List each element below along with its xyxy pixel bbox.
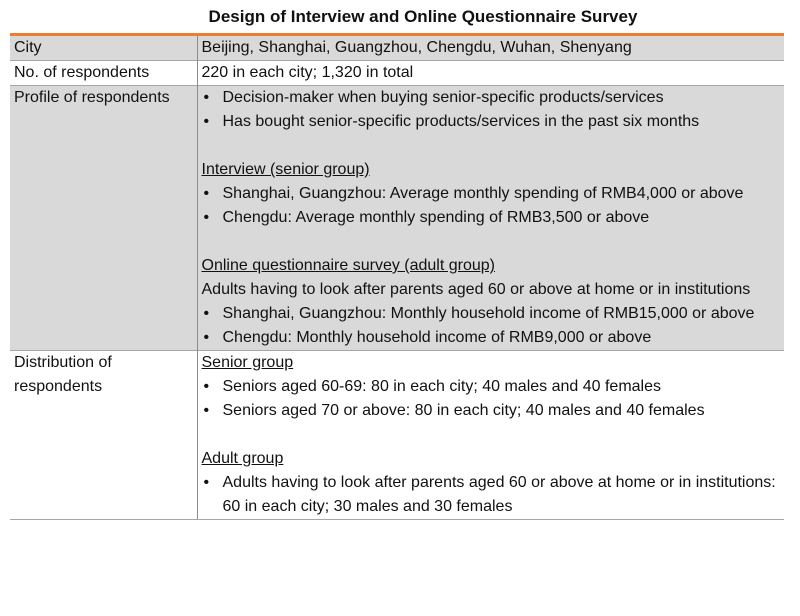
city-value: Beijing, Shanghai, Guangzhou, Chengdu, Wuhan, Shenyang [197, 36, 784, 61]
profile-general-list [202, 86, 781, 134]
respondents-label: No. of respondents [10, 61, 197, 86]
bullet-icon: • [203, 378, 210, 395]
online-survey-heading: Online questionnaire survey (adult group) [201, 257, 495, 274]
respondents-value: 220 in each city; 1,320 in total [197, 61, 784, 86]
adult-group-list [202, 471, 781, 519]
bullet-icon: • [203, 305, 210, 322]
bullet-icon: • [203, 329, 210, 346]
interview-list [202, 182, 781, 230]
table-row-distribution [10, 351, 784, 520]
bullet-icon: • [203, 113, 210, 130]
bullet-icon: • [203, 89, 210, 106]
online-survey-list [202, 302, 781, 350]
bullet-icon: • [203, 209, 210, 226]
senior-group-list [202, 375, 781, 423]
table-row-city [10, 36, 784, 61]
profile-value [197, 86, 784, 351]
online-survey-intro: Adults having to look after parents aged 60 or above at home or in institutions [201, 281, 751, 298]
distribution-value [197, 351, 784, 520]
senior-group-heading: Senior group [201, 354, 294, 371]
list-item: • Shanghai, Guangzhou: Monthly household income of RMB15,000 or above [202, 302, 781, 326]
list-item: • Shanghai, Guangzhou: Average monthly spending of RMB4,000 or above [202, 182, 781, 206]
table-row-profile [10, 86, 784, 351]
list-item: • Seniors aged 60-69: 80 in each city; 40 males and 40 females [202, 375, 781, 399]
list-item: • Has bought senior-specific products/services in the past six months [202, 110, 781, 134]
bullet-icon: • [203, 185, 210, 202]
bullet-icon: • [203, 402, 210, 419]
interview-heading: Interview (senior group) [201, 161, 370, 178]
list-item: • Decision-maker when buying senior-specific products/services [202, 86, 781, 110]
list-item: • Chengdu: Average monthly spending of RMB3,500 or above [202, 206, 781, 230]
list-item: • Adults having to look after parents aged 60 or above at home or in institutions: 60 in each city; 30 males and 30 females [202, 471, 781, 519]
table-title: Design of Interview and Online Questionnaire Survey [208, 7, 638, 26]
table-row-respondents [10, 61, 784, 86]
list-item: • Seniors aged 70 or above: 80 in each city; 40 males and 40 females [202, 399, 781, 423]
survey-design-table [10, 36, 784, 520]
profile-label: Profile of respondents [10, 86, 197, 351]
bullet-icon: • [203, 474, 210, 491]
distribution-label: Distribution of respondents [10, 351, 197, 520]
city-label: City [10, 36, 197, 61]
adult-group-heading: Adult group [201, 450, 284, 467]
list-item: • Chengdu: Monthly household income of RMB9,000 or above [202, 326, 781, 350]
